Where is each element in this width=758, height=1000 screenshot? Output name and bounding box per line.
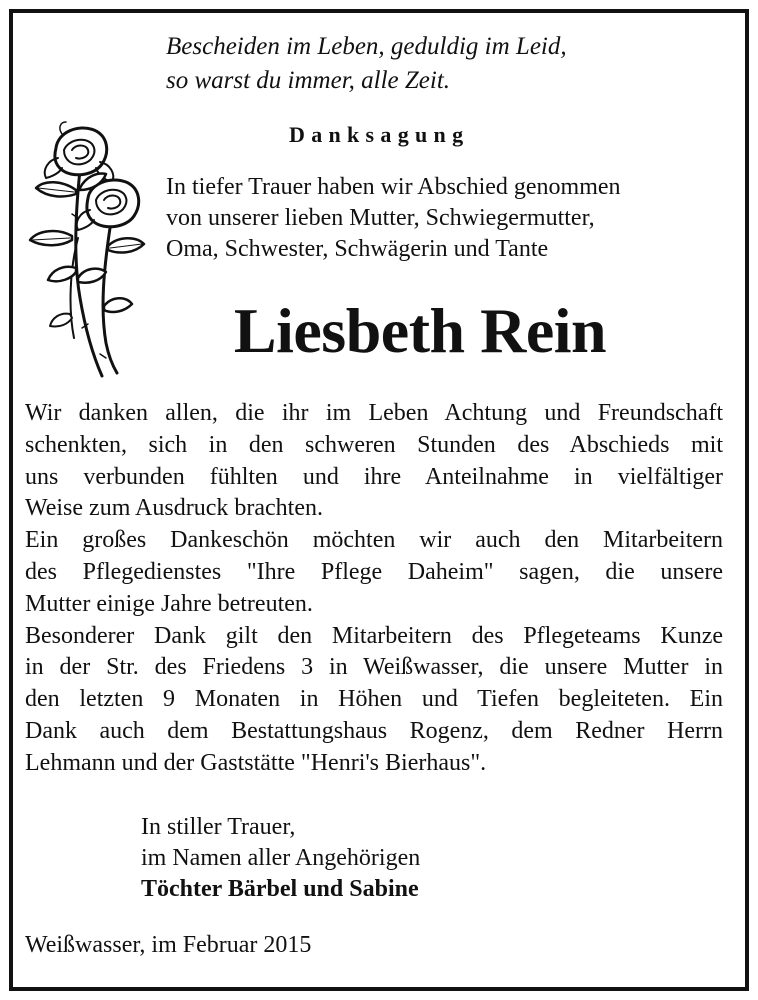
intro-line-3: Oma, Schwester, Schwägerin und Tante (166, 236, 549, 262)
body-line: Weise zum Ausdruck brachten. (25, 495, 323, 522)
deceased-name: Liesbeth Rein (233, 295, 607, 366)
motto-line-2: so warst du immer, alle Zeit. (166, 67, 451, 94)
motto (166, 30, 567, 98)
intro-text (166, 172, 621, 265)
body-line: Lehmann und der Gaststätte "Henri's Bierhaus". (25, 749, 487, 776)
body-line: in der Str. des Friedens 3 in Weißwasser, die unsere Mutter in (25, 654, 723, 681)
body-line: den letzten 9 Monaten in Höhen und Tiefen begleiteten. Ein (25, 686, 723, 713)
motto-line-1: Bescheiden im Leben, geduldig im Leid, (166, 33, 567, 60)
body-line: Ein großes Dankeschön möchten wir auch den Mitarbeitern (25, 527, 723, 554)
intro-line-1: In tiefer Trauer haben wir Abschied genommen (166, 174, 621, 200)
closing-line-1: In stiller Trauer, (141, 814, 296, 840)
closing-block (141, 812, 420, 905)
closing-line-2: im Namen aller Angehörigen (141, 845, 421, 871)
body-line: Mutter einige Jahre betreuten. (25, 590, 313, 617)
body-line: uns verbunden fühlten und ihre Anteilnahme in vielfältiger (25, 463, 723, 490)
body-line: Besonderer Dank gilt den Mitarbeitern des Pflegeteams Kunze (25, 622, 723, 649)
heading-danksagung: Danksagung (289, 122, 470, 147)
body-line: schenkten, sich in den schweren Stunden des Abschieds mit (25, 431, 723, 458)
thanks-body (25, 398, 723, 780)
body-line: Dank auch dem Bestattungshaus Rogenz, dem Redner Herrn (25, 717, 723, 744)
intro-line-2: von unserer lieben Mutter, Schwiegermutter, (166, 205, 595, 231)
place-date: Weißwasser, im Februar 2015 (25, 932, 312, 958)
signature: Töchter Bärbel und Sabine (141, 876, 419, 902)
body-line: des Pflegedienstes "Ihre Pflege Daheim" sagen, die unsere (25, 558, 723, 585)
body-line: Wir danken allen, die ihr im Leben Achtung und Freundschaft (25, 400, 723, 426)
